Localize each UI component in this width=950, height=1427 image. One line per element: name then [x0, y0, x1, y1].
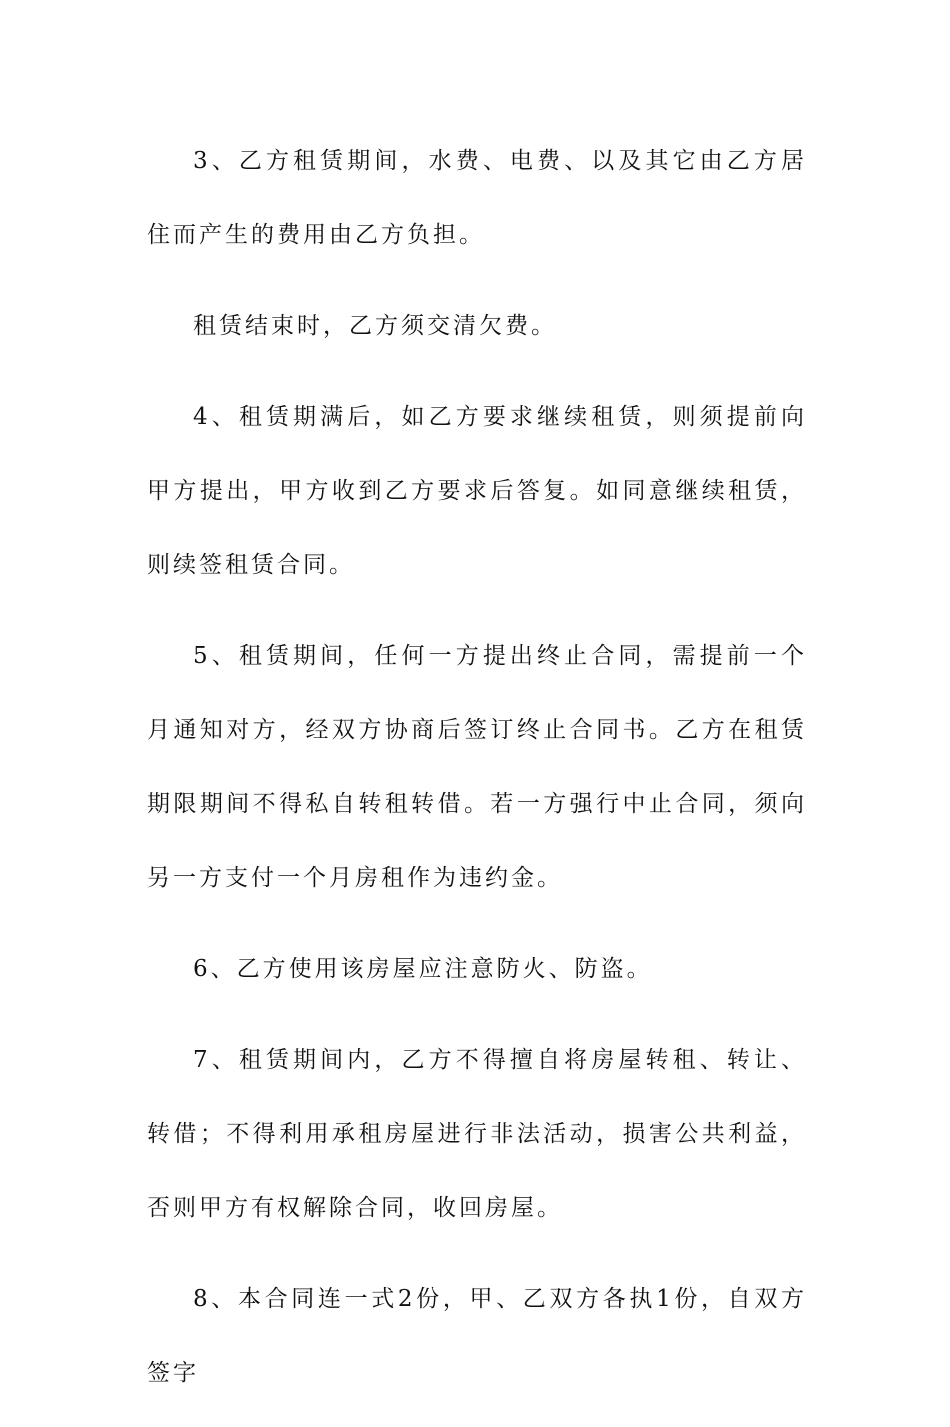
settlement-paragraph: 租赁结束时，乙方须交清欠费。 [193, 313, 557, 339]
clause-8-paragraph: 8、本合同连一式2份，甲、乙双方各执1份，自双方签字 [147, 1286, 807, 1386]
clause-3-paragraph: 3、乙方租赁期间，水费、电费、以及其它由乙方居住而产生的费用由乙方负担。 [147, 148, 807, 248]
clause-4-paragraph: 4、租赁期满后，如乙方要求继续租赁，则须提前向甲方提出，甲方收到乙方要求后答复。如同意继续租赁，则续签租赁合同。 [147, 404, 807, 578]
clause-6-paragraph: 6、乙方使用该房屋应注意防火、防盗。 [193, 956, 653, 982]
document-body [147, 124, 807, 1427]
clause-7-paragraph: 7、租赁期间内，乙方不得擅自将房屋转租、转让、转借；不得利用承租房屋进行非法活动，损害公共利益，否则甲方有权解除合同，收回房屋。 [147, 1047, 807, 1221]
clause-5-paragraph: 5、租赁期间，任何一方提出终止合同，需提前一个月通知对方，经双方协商后签订终止合同书。乙方在租赁期限期间不得私自转租转借。若一方强行中止合同，须向另一方支付一个月房租作为违约金。 [147, 643, 807, 891]
